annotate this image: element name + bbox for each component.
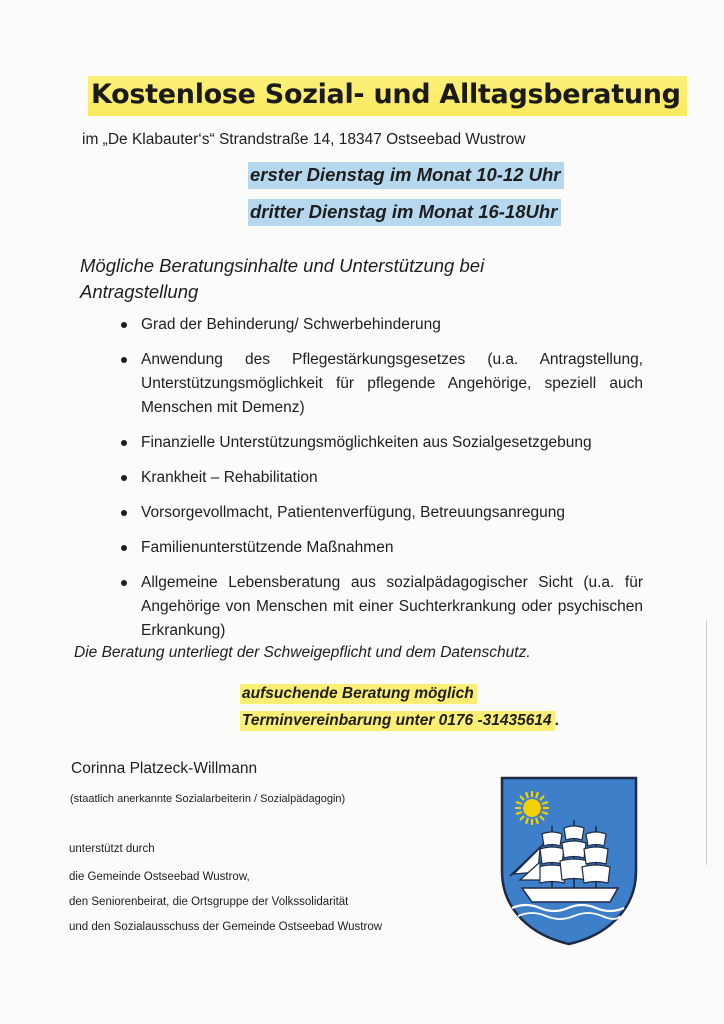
list-item: Finanzielle Unterstützungsmöglichkeiten aus Sozialgesetzgebung <box>118 431 643 455</box>
counselor-name: Corinna Platzeck-Willmann <box>71 760 258 777</box>
list-item: Familienunterstützende Maßnahmen <box>118 536 643 560</box>
outreach-note <box>240 683 477 705</box>
list-item: Allgemeine Lebensberatung aus sozialpädagogischer Sicht (u.a. für Angehörige von Menschen mit einer Suchterkrankung oder psychischen Erkrankung) <box>118 571 643 643</box>
time-third-tuesday: dritter Dienstag im Monat 16-18Uhr <box>248 199 561 226</box>
appointment-period: . <box>554 712 559 729</box>
list-item: Grad der Behinderung/ Schwerbehinderung <box>118 313 643 337</box>
outreach-text: aufsuchende Beratung möglich <box>240 684 477 704</box>
support-line: und den Sozialausschuss der Gemeinde Ostseebad Wustrow <box>69 921 383 933</box>
topics-heading: Mögliche Beratungsinhalte und Unterstützung bei Antragstellung <box>80 255 485 302</box>
list-item: Vorsorgevollmacht, Patientenverfügung, Betreuungsanregung <box>118 501 643 525</box>
topics-list <box>118 313 643 654</box>
appointment-line <box>240 710 559 732</box>
scan-edge-line <box>706 620 707 865</box>
list-item: Krankheit – Rehabilitation <box>118 466 643 490</box>
coat-of-arms-icon <box>500 776 638 946</box>
page-title: Kostenlose Sozial- und Alltagsberatung <box>88 76 687 116</box>
confidentiality-note: Die Beratung unterliegt der Schweigepflicht und dem Datenschutz. <box>74 644 531 661</box>
support-line: die Gemeinde Ostseebad Wustrow, <box>69 871 250 883</box>
time-first-tuesday: erster Dienstag im Monat 10-12 Uhr <box>248 162 564 189</box>
list-item: Anwendung des Pflegestärkungsgesetzes (u.a. Antragstellung, Unterstützungsmöglichkeit für pflegende Angehörige, speziell auch Menschen mit Demenz) <box>118 348 643 420</box>
support-line: den Seniorenbeirat, die Ortsgruppe der Volkssolidarität <box>69 896 349 908</box>
counselor-role: (staatlich anerkannte Sozialarbeiterin / Sozialpädagogin) <box>70 793 346 805</box>
support-line: unterstützt durch <box>69 843 155 855</box>
appointment-phone: Terminvereinbarung unter 0176 -31435614 <box>240 711 555 731</box>
venue-address: im „De Klabauter‘s“ Strandstraße 14, 18347 Ostseebad Wustrow <box>82 131 526 148</box>
